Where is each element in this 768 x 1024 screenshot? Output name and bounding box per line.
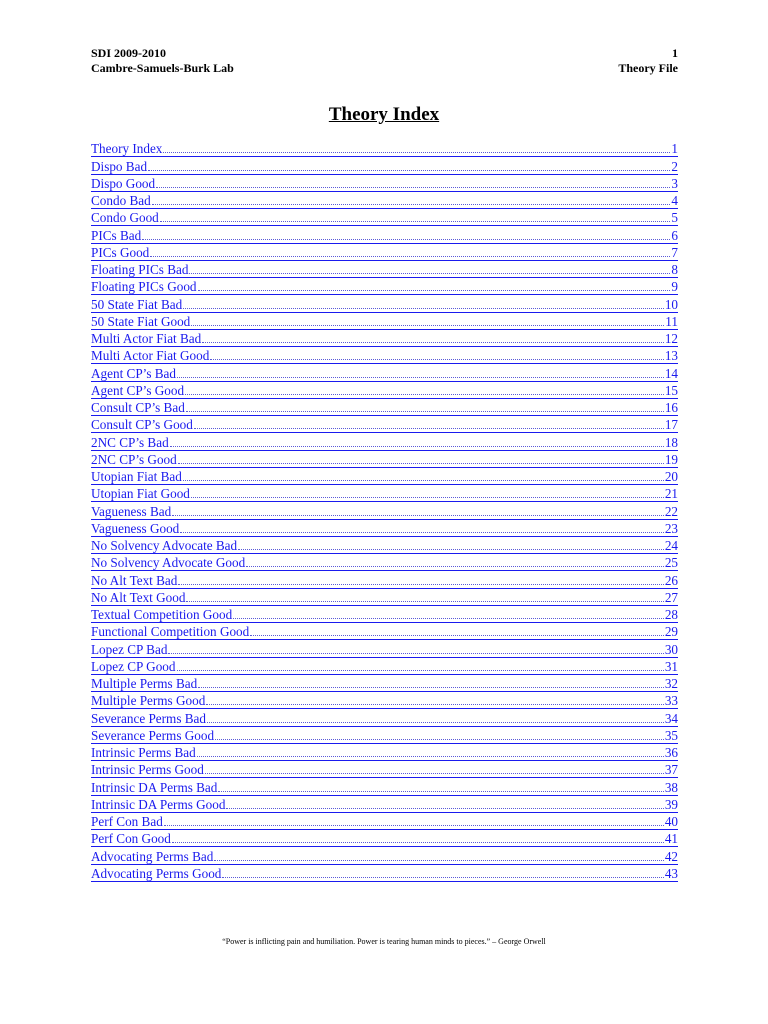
toc-entry-link[interactable] bbox=[91, 796, 678, 813]
toc-entry-link[interactable] bbox=[91, 761, 678, 778]
toc-entry-label: Floating PICs Good bbox=[91, 279, 197, 295]
toc-dot-leader bbox=[202, 341, 664, 343]
page-title: Theory Index bbox=[328, 104, 440, 125]
toc-entry-page-number: 3 bbox=[671, 175, 678, 191]
toc-dot-leader bbox=[218, 790, 663, 792]
toc-entry-link[interactable] bbox=[91, 278, 678, 295]
toc-entry-page-number: 34 bbox=[664, 710, 678, 726]
toc-entry-label: Functional Competition Good bbox=[91, 624, 250, 640]
toc-entry-label: Lopez CP Good bbox=[91, 658, 176, 674]
toc-entry-label: No Solvency Advocate Good bbox=[91, 555, 246, 571]
toc-dot-leader bbox=[177, 669, 664, 671]
toc-entry-label: No Alt Text Good bbox=[91, 589, 186, 605]
toc-dot-leader bbox=[210, 358, 663, 360]
toc-entry-label: Utopian Fiat Bad bbox=[91, 469, 182, 484]
toc-entry-label: Severance Perms Bad bbox=[91, 710, 206, 726]
header-page-number: 1 bbox=[672, 46, 678, 60]
toc-entry-link[interactable] bbox=[91, 830, 678, 847]
toc-entry-label: Intrinsic DA Perms Good bbox=[91, 796, 226, 812]
toc-entry-label: 2NC CP’s Bad bbox=[91, 434, 169, 450]
toc-dot-leader bbox=[163, 151, 670, 153]
header-file-name: Theory File bbox=[618, 61, 678, 75]
toc-dot-leader bbox=[233, 617, 664, 619]
toc-dot-leader bbox=[178, 462, 664, 464]
toc-entry-link[interactable] bbox=[91, 209, 678, 226]
toc-entry-page-number: 20 bbox=[664, 469, 678, 484]
toc-entry-link[interactable] bbox=[91, 364, 678, 381]
toc-entry-label: Textual Competition Good bbox=[91, 607, 233, 622]
toc-entry-page-number: 22 bbox=[664, 503, 678, 519]
toc-entry-link[interactable] bbox=[91, 571, 678, 588]
toc-entry-page-number: 16 bbox=[664, 400, 678, 415]
footer-quote: “Power is inflicting pain and humiliation. Power is tearing human minds to pieces.” – George Orwell bbox=[222, 937, 546, 946]
toc-entry-link[interactable] bbox=[91, 244, 678, 261]
toc-dot-leader bbox=[206, 703, 664, 705]
toc-dot-leader bbox=[150, 255, 670, 257]
toc-entry-page-number: 9 bbox=[671, 279, 678, 295]
toc-entry-label: Multi Actor Fiat Bad bbox=[91, 331, 202, 346]
toc-entry-link[interactable] bbox=[91, 451, 678, 468]
toc-entry-link[interactable] bbox=[91, 295, 678, 312]
toc-entry-link[interactable] bbox=[91, 347, 678, 364]
toc-entry-page-number: 6 bbox=[671, 227, 678, 243]
toc-entry-link[interactable] bbox=[91, 813, 678, 830]
toc-entry-label: Advocating Perms Good bbox=[91, 865, 222, 881]
toc-entry-link[interactable] bbox=[91, 554, 678, 571]
toc-dot-leader bbox=[148, 169, 670, 171]
toc-entry-label: Vagueness Bad bbox=[91, 503, 172, 519]
toc-entry-label: Intrinsic Perms Good bbox=[91, 762, 204, 778]
toc-entry-page-number: 39 bbox=[664, 796, 678, 812]
toc-dot-leader bbox=[168, 652, 663, 654]
toc-dot-leader bbox=[177, 376, 664, 378]
toc-entry-link[interactable] bbox=[91, 589, 678, 606]
toc-entry-link[interactable] bbox=[91, 468, 678, 485]
toc-dot-leader bbox=[152, 203, 671, 205]
toc-dot-leader bbox=[189, 272, 670, 274]
toc-entry-label: Vagueness Good bbox=[91, 520, 180, 536]
toc-entry-page-number: 18 bbox=[664, 434, 678, 450]
toc-entry-page-number: 14 bbox=[664, 365, 678, 381]
toc-dot-leader bbox=[191, 324, 664, 326]
toc-entry-label: Intrinsic Perms Bad bbox=[91, 745, 196, 760]
toc-entry-label: Perf Con Good bbox=[91, 831, 171, 847]
toc-entry-link[interactable] bbox=[91, 537, 678, 554]
toc-entry-link[interactable] bbox=[91, 520, 678, 537]
toc-entry-page-number: 21 bbox=[664, 486, 678, 502]
toc-entry-label: Multi Actor Fiat Good bbox=[91, 348, 210, 364]
toc-entry-label: 2NC CP’s Good bbox=[91, 451, 177, 467]
toc-entry-page-number: 19 bbox=[664, 451, 678, 467]
toc-entry-link[interactable] bbox=[91, 658, 678, 675]
toc-dot-leader bbox=[178, 583, 663, 585]
toc-entry-page-number: 36 bbox=[664, 745, 678, 760]
toc-dot-leader bbox=[214, 859, 663, 861]
toc-entry-label: Multiple Perms Good bbox=[91, 693, 206, 709]
toc-entry-link[interactable] bbox=[91, 140, 678, 157]
toc-entry-label: Theory Index bbox=[91, 141, 163, 157]
toc-entry-page-number: 8 bbox=[671, 262, 678, 277]
toc-entry-label: Dispo Bad bbox=[91, 158, 148, 174]
toc-entry-link[interactable] bbox=[91, 778, 678, 795]
toc-dot-leader bbox=[197, 755, 664, 757]
toc-dot-leader bbox=[172, 514, 664, 516]
toc-dot-leader bbox=[250, 634, 664, 636]
toc-entry-link[interactable] bbox=[91, 692, 678, 709]
toc-dot-leader bbox=[207, 721, 664, 723]
toc-entry-link[interactable] bbox=[91, 330, 678, 347]
toc-entry-link[interactable] bbox=[91, 623, 678, 640]
toc-entry-page-number: 15 bbox=[664, 382, 678, 398]
toc-entry-link[interactable] bbox=[91, 313, 678, 330]
toc-entry-link[interactable] bbox=[91, 640, 678, 657]
toc-dot-leader bbox=[164, 824, 664, 826]
toc-entry-page-number: 41 bbox=[664, 831, 678, 847]
toc-entry-page-number: 2 bbox=[671, 158, 678, 174]
toc-entry-label: Lopez CP Bad bbox=[91, 641, 168, 657]
toc-dot-leader bbox=[191, 496, 664, 498]
toc-dot-leader bbox=[160, 220, 671, 222]
toc-dot-leader bbox=[142, 238, 670, 240]
toc-entry-page-number: 25 bbox=[664, 555, 678, 571]
toc-entry-page-number: 10 bbox=[664, 296, 678, 312]
toc-entry-page-number: 28 bbox=[664, 607, 678, 622]
toc-entry-link[interactable] bbox=[91, 416, 678, 433]
toc-dot-leader bbox=[185, 393, 664, 395]
table-of-contents bbox=[91, 140, 678, 882]
toc-dot-leader bbox=[172, 841, 664, 843]
toc-entry-label: Severance Perms Good bbox=[91, 727, 215, 743]
toc-dot-leader bbox=[186, 600, 663, 602]
toc-entry-label: Agent CP’s Bad bbox=[91, 365, 176, 381]
toc-entry-link[interactable] bbox=[91, 433, 678, 450]
toc-entry-label: No Solvency Advocate Bad bbox=[91, 538, 238, 553]
toc-entry-label: Advocating Perms Bad bbox=[91, 848, 214, 864]
toc-entry-label: Multiple Perms Bad bbox=[91, 676, 198, 691]
toc-entry-label: Floating PICs Bad bbox=[91, 262, 189, 277]
toc-entry-label: Agent CP’s Good bbox=[91, 382, 185, 398]
toc-entry-link[interactable] bbox=[91, 485, 678, 502]
toc-entry-page-number: 12 bbox=[664, 331, 678, 346]
toc-entry-page-number: 43 bbox=[664, 865, 678, 881]
toc-entry-page-number: 7 bbox=[671, 244, 678, 260]
toc-entry-page-number: 13 bbox=[664, 348, 678, 364]
toc-entry-page-number: 17 bbox=[664, 417, 678, 433]
toc-entry-page-number: 5 bbox=[671, 210, 678, 226]
toc-entry-link[interactable] bbox=[91, 399, 678, 416]
toc-dot-leader bbox=[198, 289, 671, 291]
toc-entry-page-number: 33 bbox=[664, 693, 678, 709]
toc-entry-page-number: 4 bbox=[671, 193, 678, 208]
toc-entry-page-number: 40 bbox=[664, 814, 678, 829]
page-header-bottom bbox=[91, 61, 678, 75]
header-lab-name: Cambre-Samuels-Burk Lab bbox=[91, 61, 234, 75]
toc-entry-page-number: 27 bbox=[664, 589, 678, 605]
toc-entry-page-number: 31 bbox=[664, 658, 678, 674]
header-tournament: SDI 2009-2010 bbox=[91, 46, 167, 60]
toc-entry-link[interactable] bbox=[91, 502, 678, 519]
toc-entry-page-number: 29 bbox=[664, 624, 678, 640]
toc-entry-link[interactable] bbox=[91, 865, 678, 882]
toc-entry-link[interactable] bbox=[91, 175, 678, 192]
toc-entry-label: Condo Good bbox=[91, 210, 159, 226]
toc-entry-link[interactable] bbox=[91, 744, 678, 761]
toc-dot-leader bbox=[222, 876, 663, 878]
toc-dot-leader bbox=[183, 307, 664, 309]
toc-entry-page-number: 1 bbox=[671, 141, 678, 157]
toc-entry-link[interactable] bbox=[91, 847, 678, 864]
toc-entry-page-number: 42 bbox=[664, 848, 678, 864]
toc-entry-link[interactable] bbox=[91, 606, 678, 623]
toc-entry-link[interactable] bbox=[91, 226, 678, 243]
toc-dot-leader bbox=[215, 738, 664, 740]
toc-entry-label: Dispo Good bbox=[91, 175, 156, 191]
toc-entry-page-number: 11 bbox=[665, 313, 678, 329]
toc-entry-label: Consult CP’s Bad bbox=[91, 400, 185, 415]
toc-entry-label: Consult CP’s Good bbox=[91, 417, 193, 433]
toc-entry-link[interactable] bbox=[91, 192, 678, 209]
toc-entry-page-number: 32 bbox=[664, 676, 678, 691]
toc-entry-link[interactable] bbox=[91, 261, 678, 278]
toc-entry-label: Utopian Fiat Good bbox=[91, 486, 190, 502]
toc-entry-link[interactable] bbox=[91, 157, 678, 174]
toc-entry-label: Perf Con Bad bbox=[91, 814, 163, 829]
page-header-top bbox=[91, 46, 678, 60]
toc-entry-link[interactable] bbox=[91, 727, 678, 744]
toc-dot-leader bbox=[183, 479, 664, 481]
toc-dot-leader bbox=[194, 427, 664, 429]
toc-entry-label: Intrinsic DA Perms Bad bbox=[91, 779, 218, 795]
toc-dot-leader bbox=[180, 531, 664, 533]
toc-entry-label: 50 State Fiat Good bbox=[91, 313, 191, 329]
toc-dot-leader bbox=[198, 686, 664, 688]
toc-entry-page-number: 23 bbox=[664, 520, 678, 536]
toc-entry-page-number: 38 bbox=[664, 779, 678, 795]
toc-entry-label: No Alt Text Bad bbox=[91, 572, 178, 588]
toc-dot-leader bbox=[246, 565, 664, 567]
toc-entry-page-number: 35 bbox=[664, 727, 678, 743]
toc-dot-leader bbox=[156, 186, 670, 188]
toc-dot-leader bbox=[186, 410, 664, 412]
toc-entry-page-number: 37 bbox=[664, 762, 678, 778]
toc-entry-page-number: 30 bbox=[664, 641, 678, 657]
toc-entry-label: PICs Good bbox=[91, 244, 150, 260]
toc-entry-link[interactable] bbox=[91, 382, 678, 399]
toc-dot-leader bbox=[170, 445, 664, 447]
toc-entry-page-number: 26 bbox=[664, 572, 678, 588]
toc-dot-leader bbox=[238, 548, 664, 550]
toc-dot-leader bbox=[226, 807, 663, 809]
toc-entry-link[interactable] bbox=[91, 709, 678, 726]
toc-entry-label: PICs Bad bbox=[91, 227, 142, 243]
toc-entry-label: Condo Bad bbox=[91, 193, 151, 208]
toc-entry-label: 50 State Fiat Bad bbox=[91, 296, 183, 312]
toc-dot-leader bbox=[205, 772, 664, 774]
toc-entry-link[interactable] bbox=[91, 675, 678, 692]
toc-entry-page-number: 24 bbox=[664, 538, 678, 553]
